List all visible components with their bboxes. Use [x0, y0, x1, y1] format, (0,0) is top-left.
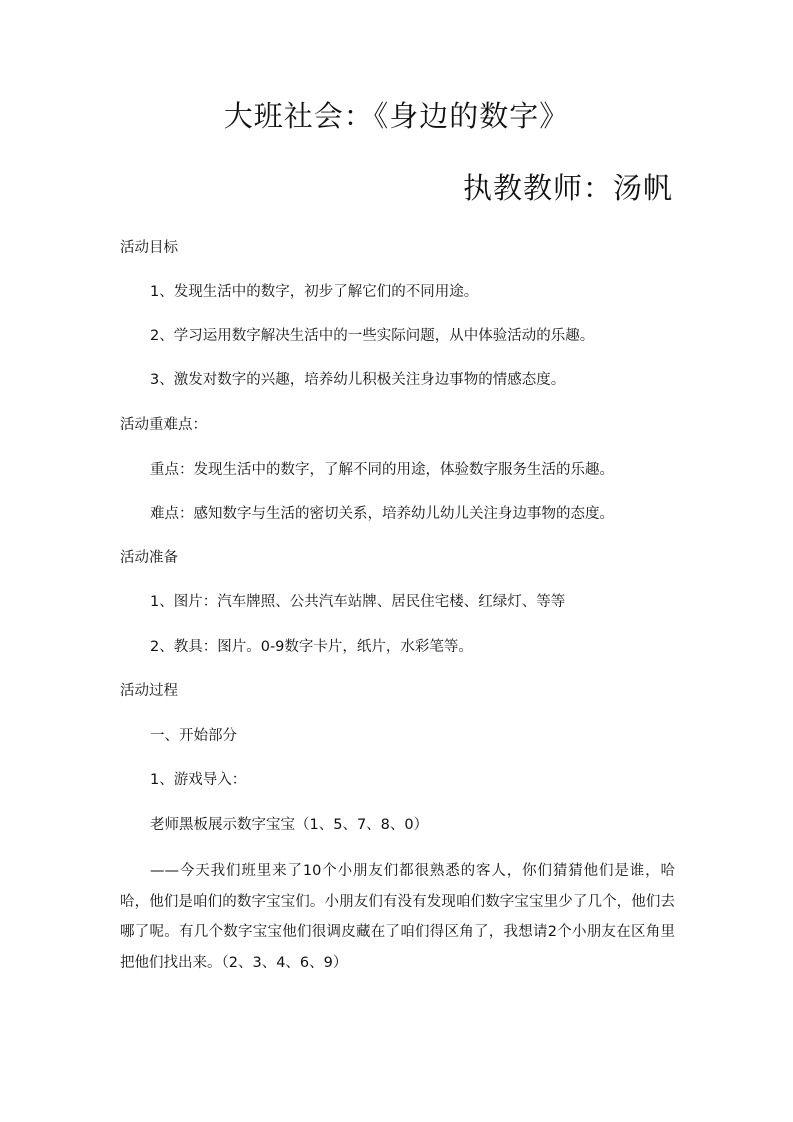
process-paragraph: ——今天我们班里来了10个小朋友们都很熟悉的客人，你们猜猜他们是谁，哈哈，他们是咱们的数字宝宝们。小朋友们有没有发现咱们数字宝宝里少了几个，他们去哪了呢。有几个数字宝宝他们很调皮藏在了咱们得区角了，我想请2个小朋友在区角里把他们找出来。（2、3、4、6、9） [120, 863, 675, 971]
process-part: 一、开始部分 [150, 728, 237, 744]
key-points-heading: 活动重难点： [120, 417, 207, 433]
key-point-difficulty: 难点：感知数字与生活的密切关系，培养幼儿幼儿关注身边事物的态度。 [150, 506, 614, 522]
preparation-item-1: 1、图片：汽车牌照、公共汽车站牌、居民住宅楼、红绿灯、等等 [150, 594, 566, 610]
document-title: 大班社会：《身边的数字》 [223, 99, 570, 133]
process-note: 老师黑板展示数字宝宝（1、5、7、8、0） [150, 817, 429, 833]
process-step: 1、游戏导入： [150, 772, 247, 788]
goal-item-3: 3、激发对数字的兴趣，培养幼儿积极关注身边事物的情感态度。 [150, 372, 566, 388]
teacher-name: 执教教师：汤帆 [462, 171, 673, 205]
goal-item-1: 1、发现生活中的数字，初步了解它们的不同用途。 [150, 284, 479, 300]
preparation-heading: 活动准备 [120, 550, 178, 566]
goal-item-2: 2、学习运用数字解决生活中的一些实际问题，从中体验活动的乐趣。 [150, 328, 595, 344]
key-point-focus: 重点：发现生活中的数字，了解不同的用途，体验数字服务生活的乐趣。 [150, 462, 614, 478]
preparation-item-2: 2、教具：图片。0-9数字卡片，纸片，水彩笔等。 [150, 639, 473, 655]
process-heading: 活动过程 [120, 683, 178, 699]
goals-heading: 活动目标 [120, 240, 178, 256]
